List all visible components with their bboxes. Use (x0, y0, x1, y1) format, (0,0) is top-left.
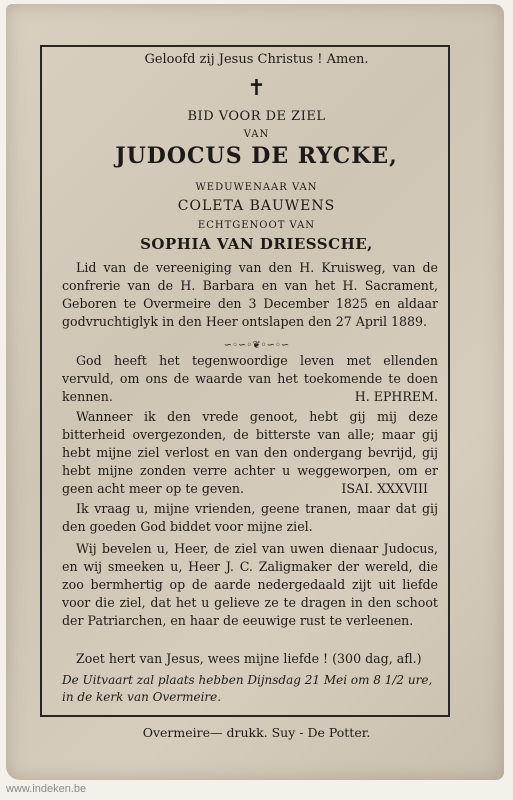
prayer-text (62, 540, 438, 630)
van-line: VAN (243, 129, 270, 140)
bid-line: BID VOOR DE ZIEL (187, 109, 326, 124)
header-invocation: Geloofd zij Jesus Christus ! Amen. (144, 52, 369, 67)
spouse-line: ECHTGENOOT VAN (197, 220, 316, 231)
cross-icon: ✝ (247, 76, 266, 101)
ornament-divider: ∽◦∽◦❦◦∽◦∽ (223, 340, 290, 351)
widower-line: WEDUWENAAR VAN (195, 182, 318, 193)
quote-friends (62, 500, 438, 536)
watermark-text: www.indeken.be (6, 783, 87, 795)
aspiration-line: Zoet hert van Jesus, wees mijne liefde ! (300 dag, afl.) (76, 651, 422, 666)
biography-paragraph: Lid van de vereeniging van den H. Kruisweg, van de confrerie van de H. Barbara en van het H. Sacrament, Geboren te Overmeire den 3 December 1825 en aldaar godvruchtiglyk in den Heer ontslapen den 27 April 1889. (62, 260, 438, 329)
first-wife-name: COLETA BAUWENS (177, 198, 336, 214)
quote-ephrem-text: God heeft het tegenwoordige leven met ellenden vervuld, om ons de waarde van het toekomende te doen kennen. (62, 353, 438, 404)
second-wife-name: SOPHIA VAN DRIESSCHE, (140, 235, 373, 253)
deceased-name: JUDOCUS DE RYCKE, (115, 143, 398, 169)
quote-friends-text: Ik vraag u, mijne vrienden, geene tranen, maar dat gij den goeden God biddet voor mijne ziel. (62, 501, 438, 534)
funeral-notice: De Uitvaart zal plaats hebben Dijnsdag 21 Mei om 8 1/2 ure, in de kerk van Overmeire. (62, 673, 433, 704)
quote-ephrem (62, 352, 438, 406)
quote-isaiah-text: Wanneer ik den vrede genoot, hebt gij mij deze bitterheid overgezonden, de bitterste van alle; maar gij hebt mijne ziel verlost en van den ondergang bevrijd, gij hebt mijne zonden verre achter u weggeworpen, om er geen acht meer op te geven. (62, 409, 438, 496)
biography-text (62, 259, 438, 331)
prayer-paragraph: Wij bevelen u, Heer, de ziel van uwen dienaar Judocus, en wij smeeken u, Heer J. C. Zaligmaker der wereld, die zoo bermhertig op de aarde nedergedaald zijt uit liefde voor die ziel, dat het u gelieve ze te dragen in den schoot der Patriarchen, en haar de eeuwige rust te verleenen. (62, 541, 438, 628)
quote-isaiah-source: ISAI. XXXVIII (341, 481, 428, 496)
quote-isaiah (62, 408, 438, 498)
printer-line: Overmeire— drukk. Suy - De Potter. (142, 725, 371, 740)
aspiration-text (62, 650, 438, 668)
quote-ephrem-source: H. EPHREM. (354, 389, 438, 404)
